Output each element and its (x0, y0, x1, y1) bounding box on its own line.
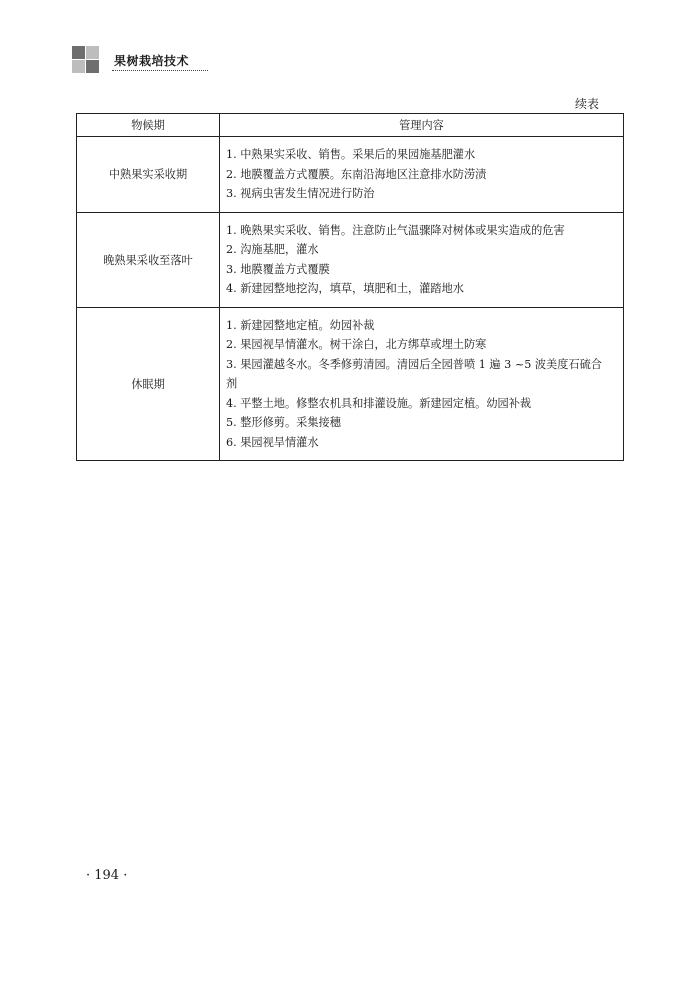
table-row (77, 307, 624, 461)
list-item: 2. 沟施基肥，灌水 (226, 243, 319, 256)
column-header-phase: 物候期 (77, 114, 220, 137)
phase-cell: 中熟果实采收期 (77, 137, 220, 213)
list-item: 4. 新建园整地挖沟，填草，填肥和土，灌踏地水 (226, 282, 464, 295)
management-table (76, 113, 624, 461)
list-item: 6. 果园视旱情灌水 (226, 435, 319, 449)
logo-square (72, 46, 85, 59)
running-header-title: 果树栽培技术 (114, 54, 190, 68)
logo-square (86, 60, 99, 73)
list-item: 3. 地膜覆盖方式覆膜 (226, 262, 330, 276)
content-cell (220, 137, 624, 213)
header-dotted-rule (112, 70, 208, 71)
continued-table-label: 续表 (575, 97, 600, 111)
list-item: 2. 果园视旱情灌水。树干涂白，北方绑草或埋土防寒 (226, 338, 487, 351)
column-header-content: 管理内容 (220, 114, 624, 137)
list-item: 3. 果园灌越冬水。冬季修剪清园。清园后全园普喷 1 遍 3 ~5 波美度石硫合剂 (226, 357, 602, 390)
table-row (77, 212, 624, 307)
phase-cell: 晚熟果采收至落叶 (77, 212, 220, 307)
phase-cell: 休眠期 (77, 307, 220, 461)
list-item: 5. 整形修剪。采集接穗 (226, 416, 341, 429)
list-item: 1. 晚熟果实采收、销售。注意防止气温骤降对树体或果实造成的危害 (226, 223, 565, 237)
logo-square (86, 46, 99, 59)
content-cell (220, 307, 624, 461)
list-item: 2. 地膜覆盖方式覆膜。东南沿海地区注意排水防涝渍 (226, 167, 487, 181)
table-row (77, 137, 624, 213)
list-item: 3. 视病虫害发生情况进行防治 (226, 187, 375, 200)
page-number: · 194 · (86, 868, 128, 883)
list-item: 1. 新建园整地定植。幼园补裁 (226, 318, 375, 332)
list-item: 1. 中熟果实采收、销售。采果后的果园施基肥灌水 (226, 148, 476, 161)
book-logo-icon (72, 46, 102, 76)
table-header-row (77, 114, 624, 137)
list-item: 4. 平整土地。修整农机具和排灌设施。新建园定植。幼园补裁 (226, 396, 532, 410)
content-cell (220, 212, 624, 307)
logo-square (72, 60, 85, 73)
